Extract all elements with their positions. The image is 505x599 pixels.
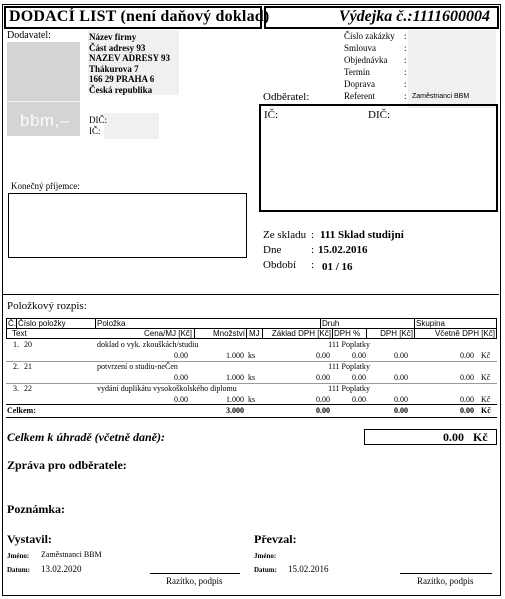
col-group: Skupina [416,319,445,328]
meta-value-referent: Zaměstnanci BBM [412,93,470,100]
supplier-line: Thákurova 7 [89,63,139,74]
received-name-label: Jméno: [254,552,277,560]
supplier-line: Česká republika [89,84,153,95]
document-title: DODACÍ LIST (není daňový doklad) [9,8,270,25]
payment-value: 0.00 [443,430,464,444]
col-no: Č. [8,319,16,328]
doc-number: Výdejka č.:1111600004 [338,8,490,25]
supplier-ic-label: IČ: [89,126,101,136]
col-code: Číslo položky [18,319,66,328]
meta-label-order: Číslo zakázky [344,31,395,41]
col-qty: Množství [212,329,245,338]
received-stamp-label: Razítko, podpis [417,576,474,586]
received-date-value: 15.02.2016 [288,564,329,574]
issued-name-value: Zaměstnanci BBM [41,550,102,559]
items-section-label: Položkový rozpis: [7,300,87,312]
issued-date-label: Datum: [7,566,30,574]
period-label: Období [263,259,296,271]
issued-signature-line [150,573,240,574]
col-base: Základ DPH [Kč] [271,329,331,338]
issued-name-label: Jméno: [7,552,30,560]
received-signature-line [400,573,492,574]
col-kind: Druh [322,319,340,328]
meta-label-term: Termín [344,67,370,77]
logo-text: bbm,– [20,111,70,130]
issued-date-value: 13.02.2020 [41,564,82,574]
message-label: Zpráva pro odběratele: [7,458,127,472]
customer-dic-label: DIČ: [368,109,390,121]
col-vat: DPH [Kč] [380,329,413,338]
final-recipient-box [8,193,247,258]
issued-stamp-label: Razítko, podpis [166,576,223,586]
col-unit: MJ [249,329,260,338]
customer-label: Odběratel: [263,91,310,103]
supplier-tax-panel [104,113,159,139]
section-divider [2,294,499,295]
col-vat-pct: DPH % [334,329,361,338]
supplier-label: Dodavatel: [7,30,51,41]
received-title: Převzal: [254,532,297,546]
meta-label-referent: Referent [344,91,375,101]
issued-title: Vystavil: [7,532,52,546]
meta-label-shipping: Doprava [344,79,375,89]
meta-label-purchase-order: Objednávka [344,55,388,65]
date-label: Dne [263,244,282,256]
logo-divider [7,101,80,102]
col-total: Včetně DPH [Kč] [434,329,495,338]
warehouse-label: Ze skladu [263,229,307,241]
received-date-label: Datum: [254,566,277,574]
col-price: Cena/MJ [Kč] [143,329,192,338]
col-text: Text [12,329,27,338]
payment-label: Celkem k úhradě (včetně daně): [7,430,165,444]
warehouse-value: 111 Sklad studijní [320,229,404,241]
payment-currency: Kč [473,430,488,444]
meta-label-contract: Smlouva [344,43,377,53]
note-label: Poznámka: [7,502,65,516]
supplier-line: Název firmy [89,32,137,42]
supplier-line: NAZEV ADRESY 93 [89,53,171,63]
supplier-line: Část adresy 93 [89,42,146,53]
supplier-address [89,32,170,95]
date-value: 15.02.2016 [318,244,368,256]
period-value: 01 / 16 [322,261,353,273]
final-recipient-label: Konečný příjemce: [11,181,80,191]
col-item: Položka [97,319,126,328]
supplier-line: 166 29 PRAHA 6 [89,74,155,84]
customer-ic-label: IČ: [264,109,279,121]
supplier-dic-label: DIČ: [89,115,107,125]
